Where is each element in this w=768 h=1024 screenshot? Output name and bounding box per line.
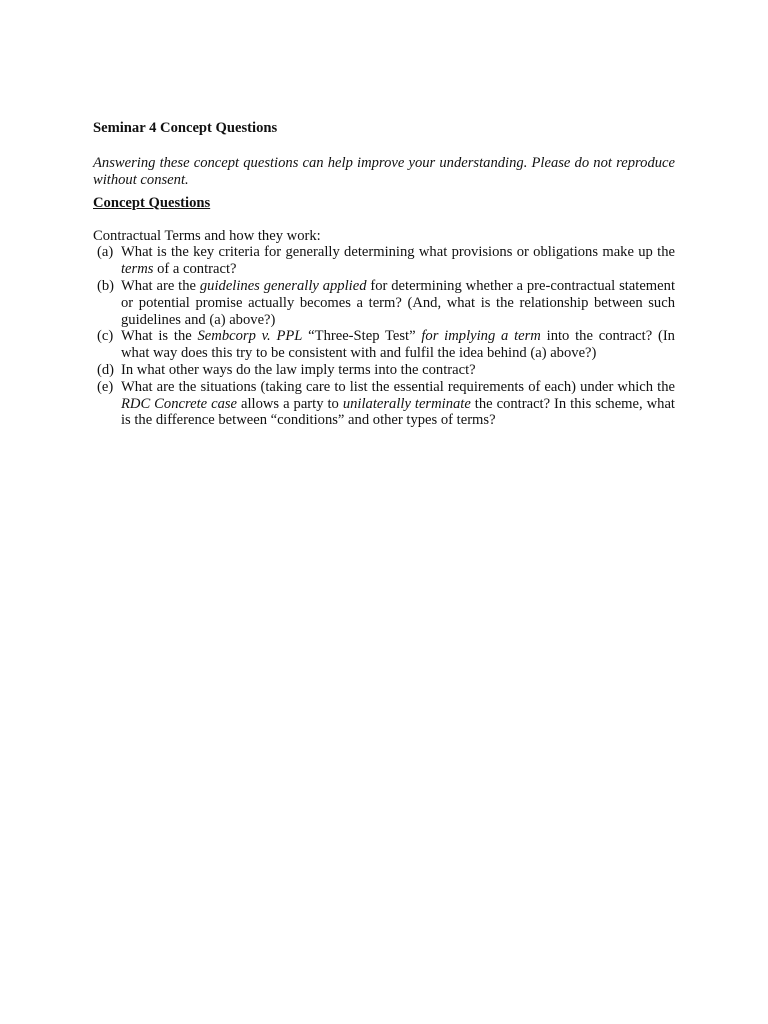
document-page (93, 120, 675, 429)
question-text-segment: into the contract? (In what way does this try to be consistent with and fulfil the idea behind (a) above?) (121, 328, 675, 362)
question-text (121, 328, 675, 362)
section-lead: Contractual Terms and how they work: (93, 227, 321, 244)
intro-note: Answering these concept questions can help improve your understanding. Please do not reproduce without consent. (93, 155, 675, 188)
question-text (121, 379, 675, 429)
question-text (121, 362, 675, 379)
question-text (121, 278, 675, 328)
question-label: (d) (97, 361, 115, 378)
section-heading: Concept Questions (93, 194, 211, 211)
question-emphasis: for implying a term (421, 328, 541, 345)
question-item (93, 362, 675, 379)
question-text-segment: the contract? In this scheme, what is the difference between “conditions” and other types of terms? (121, 395, 675, 429)
question-label: (a) (97, 244, 114, 261)
question-emphasis: Sembcorp v. PPL (197, 328, 303, 345)
question-emphasis: guidelines generally applied (199, 277, 367, 294)
question-label: (b) (97, 277, 115, 294)
question-label: (c) (97, 328, 114, 345)
question-text-segment: “Three-Step Test” (302, 328, 422, 345)
question-text (121, 244, 675, 278)
question-text-segment: for determining whether a pre-contractual statement or potential promise actually becomes a term? (And, what is the relationship between such guidelines and (a) above?) (121, 277, 675, 328)
question-text-segment: What are the situations (taking care to list the essential requirements of each) under which the (121, 378, 675, 395)
question-text-segment: In what other ways do the law imply terms into the contract? (121, 361, 476, 378)
question-item (93, 328, 675, 362)
question-item (93, 379, 675, 429)
question-text-segment: What is the key criteria for generally determining what provisions or obligations make up the (121, 244, 675, 261)
document-title: Seminar 4 Concept Questions (93, 120, 278, 136)
question-text-segment: What is the (121, 328, 198, 345)
question-emphasis: terms (121, 261, 154, 278)
question-emphasis: unilaterally terminate (342, 395, 471, 412)
question-emphasis: RDC Concrete case (121, 395, 238, 412)
question-item (93, 244, 675, 278)
question-text-segment: of a contract? (153, 261, 237, 278)
question-label: (e) (97, 378, 114, 395)
question-text-segment: What are the (121, 277, 200, 294)
question-text-segment: allows a party to (237, 395, 343, 412)
question-item (93, 278, 675, 328)
question-list (93, 244, 675, 429)
